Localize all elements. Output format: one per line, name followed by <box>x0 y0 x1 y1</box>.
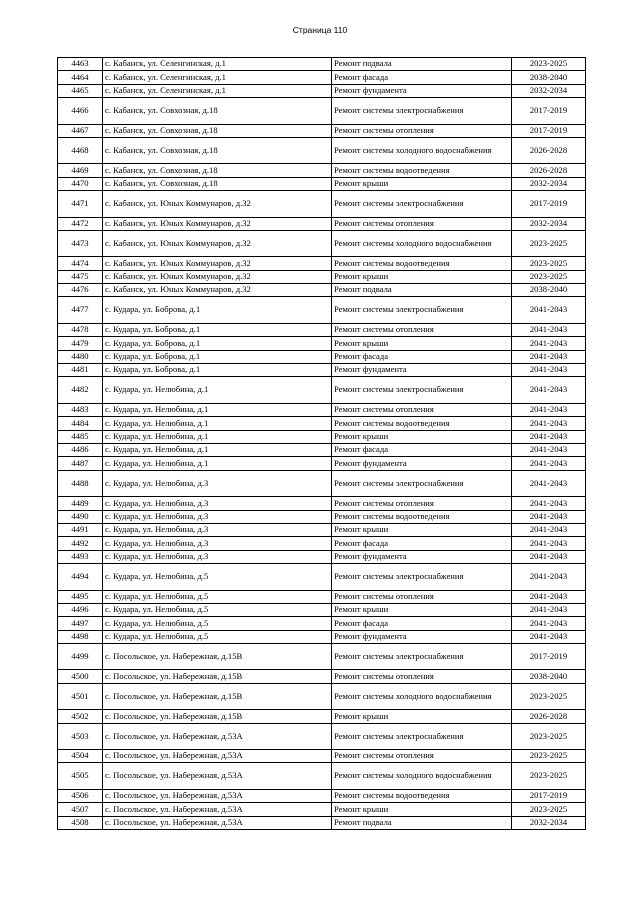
row-address: с. Кудара, ул. Нелюбина, д.3 <box>103 497 332 510</box>
row-work-type: Ремонт фасада <box>332 537 512 550</box>
row-number: 4493 <box>58 550 103 563</box>
row-years: 2041-2043 <box>512 443 586 456</box>
row-number: 4508 <box>58 816 103 829</box>
row-number: 4503 <box>58 723 103 749</box>
row-number: 4485 <box>58 430 103 443</box>
row-number: 4468 <box>58 137 103 163</box>
row-years: 2023-2025 <box>512 683 586 709</box>
row-address: с. Кудара, ул. Боброва, д.1 <box>103 297 332 323</box>
row-work-type: Ремонт фундамента <box>332 457 512 470</box>
row-work-type: Ремонт системы водоотведения <box>332 257 512 270</box>
row-years: 2041-2043 <box>512 564 586 590</box>
row-address: с. Кабанск, ул. Юных Коммунаров, д.32 <box>103 217 332 230</box>
row-work-type: Ремонт системы электроснабжения <box>332 723 512 749</box>
table-row <box>58 177 586 190</box>
row-work-type: Ремонт фундамента <box>332 84 512 97</box>
row-number: 4465 <box>58 84 103 97</box>
row-number: 4482 <box>58 377 103 403</box>
row-number: 4494 <box>58 564 103 590</box>
row-number: 4490 <box>58 510 103 523</box>
row-years: 2041-2043 <box>512 297 586 323</box>
row-work-type: Ремонт системы электроснабжения <box>332 191 512 217</box>
table-row <box>58 191 586 217</box>
row-number: 4486 <box>58 443 103 456</box>
table-row <box>58 523 586 536</box>
row-years: 2032-2034 <box>512 177 586 190</box>
row-address: с. Кабанск, ул. Юных Коммунаров, д.32 <box>103 284 332 297</box>
row-work-type: Ремонт системы отопления <box>332 323 512 336</box>
table-row <box>58 564 586 590</box>
row-number: 4473 <box>58 230 103 256</box>
row-work-type: Ремонт системы электроснабжения <box>332 297 512 323</box>
row-years: 2017-2019 <box>512 191 586 217</box>
row-work-type: Ремонт системы отопления <box>332 590 512 603</box>
row-address: с. Посольское, ул. Набережная, д.53А <box>103 763 332 789</box>
row-address: с. Кабанск, ул. Юных Коммунаров, д.32 <box>103 257 332 270</box>
row-address: с. Кабанск, ул. Совхозная, д.18 <box>103 98 332 124</box>
table-row <box>58 617 586 630</box>
row-years: 2023-2025 <box>512 270 586 283</box>
row-work-type: Ремонт фасада <box>332 443 512 456</box>
row-address: с. Кудара, ул. Боброва, д.1 <box>103 350 332 363</box>
row-number: 4501 <box>58 683 103 709</box>
row-work-type: Ремонт системы электроснабжения <box>332 377 512 403</box>
row-address: с. Кудара, ул. Нелюбина, д.5 <box>103 564 332 590</box>
row-years: 2041-2043 <box>512 470 586 496</box>
row-work-type: Ремонт фундамента <box>332 630 512 643</box>
row-work-type: Ремонт фундамента <box>332 550 512 563</box>
table-row <box>58 683 586 709</box>
row-number: 4463 <box>58 58 103 71</box>
row-years: 2041-2043 <box>512 497 586 510</box>
row-work-type: Ремонт системы отопления <box>332 670 512 683</box>
row-number: 4475 <box>58 270 103 283</box>
row-work-type: Ремонт крыши <box>332 430 512 443</box>
row-address: с. Кабанск, ул. Совхозная, д.18 <box>103 177 332 190</box>
row-years: 2038-2040 <box>512 71 586 84</box>
table-row <box>58 763 586 789</box>
table-row <box>58 816 586 829</box>
row-address: с. Кудара, ул. Нелюбина, д.3 <box>103 537 332 550</box>
row-address: с. Кабанск, ул. Совхозная, д.18 <box>103 137 332 163</box>
row-work-type: Ремонт системы отопления <box>332 217 512 230</box>
row-address: с. Кудара, ул. Нелюбина, д.3 <box>103 550 332 563</box>
row-years: 2041-2043 <box>512 377 586 403</box>
table-row <box>58 297 586 323</box>
row-years: 2026-2028 <box>512 137 586 163</box>
row-work-type: Ремонт системы холодного водоснабжения <box>332 230 512 256</box>
row-work-type: Ремонт системы отопления <box>332 497 512 510</box>
row-address: с. Кудара, ул. Нелюбина, д.3 <box>103 523 332 536</box>
row-years: 2023-2025 <box>512 763 586 789</box>
table-row <box>58 644 586 670</box>
row-number: 4506 <box>58 789 103 802</box>
row-number: 4502 <box>58 710 103 723</box>
table-row <box>58 337 586 350</box>
row-years: 2026-2028 <box>512 710 586 723</box>
row-years: 2017-2019 <box>512 98 586 124</box>
row-address: с. Кабанск, ул. Селенгинская, д.1 <box>103 58 332 71</box>
row-number: 4470 <box>58 177 103 190</box>
row-years: 2041-2043 <box>512 537 586 550</box>
row-address: с. Кудара, ул. Нелюбина, д.1 <box>103 417 332 430</box>
table-row <box>58 257 586 270</box>
row-work-type: Ремонт крыши <box>332 337 512 350</box>
row-years: 2017-2019 <box>512 789 586 802</box>
table-row <box>58 364 586 377</box>
table-row <box>58 230 586 256</box>
row-work-type: Ремонт системы водоотведения <box>332 164 512 177</box>
row-address: с. Кабанск, ул. Юных Коммунаров, д.32 <box>103 191 332 217</box>
table-row <box>58 217 586 230</box>
table-row <box>58 270 586 283</box>
row-years: 2038-2040 <box>512 670 586 683</box>
table-row <box>58 443 586 456</box>
row-years: 2023-2025 <box>512 723 586 749</box>
row-address: с. Кудара, ул. Нелюбина, д.1 <box>103 430 332 443</box>
row-address: с. Посольское, ул. Набережная, д.15В <box>103 644 332 670</box>
row-years: 2023-2025 <box>512 750 586 763</box>
table-row <box>58 164 586 177</box>
table-row <box>58 537 586 550</box>
row-work-type: Ремонт системы отопления <box>332 403 512 416</box>
table-row <box>58 750 586 763</box>
row-years: 2041-2043 <box>512 350 586 363</box>
row-number: 4472 <box>58 217 103 230</box>
table-row <box>58 710 586 723</box>
row-address: с. Кудара, ул. Нелюбина, д.5 <box>103 603 332 616</box>
row-number: 4479 <box>58 337 103 350</box>
row-number: 4500 <box>58 670 103 683</box>
row-number: 4487 <box>58 457 103 470</box>
row-work-type: Ремонт крыши <box>332 603 512 616</box>
row-years: 2017-2019 <box>512 644 586 670</box>
row-years: 2038-2040 <box>512 284 586 297</box>
row-number: 4480 <box>58 350 103 363</box>
table-row <box>58 377 586 403</box>
row-address: с. Кудара, ул. Боброва, д.1 <box>103 337 332 350</box>
table-row <box>58 350 586 363</box>
table-row <box>58 630 586 643</box>
row-years: 2041-2043 <box>512 617 586 630</box>
table-row <box>58 403 586 416</box>
row-address: с. Кудара, ул. Нелюбина, д.5 <box>103 590 332 603</box>
row-number: 4499 <box>58 644 103 670</box>
row-number: 4476 <box>58 284 103 297</box>
row-number: 4505 <box>58 763 103 789</box>
table-body <box>58 58 586 830</box>
row-number: 4471 <box>58 191 103 217</box>
row-years: 2041-2043 <box>512 403 586 416</box>
row-address: с. Посольское, ул. Набережная, д.15В <box>103 670 332 683</box>
row-number: 4504 <box>58 750 103 763</box>
row-address: с. Кудара, ул. Боброва, д.1 <box>103 364 332 377</box>
table-row <box>58 510 586 523</box>
row-work-type: Ремонт подвала <box>332 284 512 297</box>
row-number: 4488 <box>58 470 103 496</box>
table-row <box>58 497 586 510</box>
table-row <box>58 670 586 683</box>
table-row <box>58 603 586 616</box>
row-years: 2041-2043 <box>512 523 586 536</box>
table-row <box>58 84 586 97</box>
row-address: с. Кудара, ул. Нелюбина, д.1 <box>103 443 332 456</box>
row-years: 2041-2043 <box>512 630 586 643</box>
row-years: 2041-2043 <box>512 510 586 523</box>
row-address: с. Кудара, ул. Нелюбина, д.3 <box>103 470 332 496</box>
row-number: 4477 <box>58 297 103 323</box>
row-years: 2041-2043 <box>512 590 586 603</box>
row-work-type: Ремонт фасада <box>332 350 512 363</box>
row-years: 2041-2043 <box>512 457 586 470</box>
table-row <box>58 417 586 430</box>
table-row <box>58 550 586 563</box>
row-number: 4478 <box>58 323 103 336</box>
row-work-type: Ремонт системы холодного водоснабжения <box>332 137 512 163</box>
row-years: 2041-2043 <box>512 550 586 563</box>
row-address: с. Посольское, ул. Набережная, д.15В <box>103 710 332 723</box>
row-number: 4484 <box>58 417 103 430</box>
row-years: 2032-2034 <box>512 816 586 829</box>
row-work-type: Ремонт системы холодного водоснабжения <box>332 683 512 709</box>
row-address: с. Кабанск, ул. Селенгинская, д.1 <box>103 84 332 97</box>
row-years: 2017-2019 <box>512 124 586 137</box>
table-row <box>58 470 586 496</box>
row-work-type: Ремонт крыши <box>332 270 512 283</box>
table-row <box>58 789 586 802</box>
table-row <box>58 284 586 297</box>
page-header: Страница 110 <box>292 25 348 35</box>
row-address: с. Кудара, ул. Боброва, д.1 <box>103 323 332 336</box>
row-years: 2023-2025 <box>512 58 586 71</box>
table-row <box>58 98 586 124</box>
row-years: 2023-2025 <box>512 803 586 816</box>
row-work-type: Ремонт системы электроснабжения <box>332 644 512 670</box>
row-address: с. Кабанск, ул. Совхозная, д.18 <box>103 164 332 177</box>
repair-schedule-table <box>57 57 586 830</box>
row-address: с. Кабанск, ул. Селенгинская, д.1 <box>103 71 332 84</box>
row-number: 4464 <box>58 71 103 84</box>
row-address: с. Кудара, ул. Нелюбина, д.1 <box>103 377 332 403</box>
table-row <box>58 137 586 163</box>
row-work-type: Ремонт системы водоотведения <box>332 510 512 523</box>
table-row <box>58 590 586 603</box>
row-number: 4483 <box>58 403 103 416</box>
row-number: 4466 <box>58 98 103 124</box>
row-address: с. Посольское, ул. Набережная, д.53А <box>103 789 332 802</box>
row-address: с. Кудара, ул. Нелюбина, д.1 <box>103 403 332 416</box>
row-work-type: Ремонт системы отопления <box>332 124 512 137</box>
row-years: 2041-2043 <box>512 417 586 430</box>
table-row <box>58 58 586 71</box>
row-number: 4489 <box>58 497 103 510</box>
row-years: 2041-2043 <box>512 430 586 443</box>
row-address: с. Посольское, ул. Набережная, д.53А <box>103 750 332 763</box>
row-number: 4474 <box>58 257 103 270</box>
row-address: с. Кудара, ул. Нелюбина, д.5 <box>103 630 332 643</box>
row-years: 2032-2034 <box>512 84 586 97</box>
row-address: с. Кудара, ул. Нелюбина, д.5 <box>103 617 332 630</box>
row-number: 4492 <box>58 537 103 550</box>
row-number: 4497 <box>58 617 103 630</box>
row-years: 2032-2034 <box>512 217 586 230</box>
row-number: 4507 <box>58 803 103 816</box>
row-address: с. Кудара, ул. Нелюбина, д.1 <box>103 457 332 470</box>
row-work-type: Ремонт системы водоотведения <box>332 789 512 802</box>
row-work-type: Ремонт фасада <box>332 617 512 630</box>
row-years: 2041-2043 <box>512 364 586 377</box>
row-work-type: Ремонт крыши <box>332 523 512 536</box>
row-number: 4481 <box>58 364 103 377</box>
table-row <box>58 430 586 443</box>
row-work-type: Ремонт системы холодного водоснабжения <box>332 763 512 789</box>
table-row <box>58 71 586 84</box>
table-row <box>58 723 586 749</box>
row-work-type: Ремонт фундамента <box>332 364 512 377</box>
row-address: с. Посольское, ул. Набережная, д.53А <box>103 723 332 749</box>
table-row <box>58 457 586 470</box>
row-number: 4491 <box>58 523 103 536</box>
row-number: 4496 <box>58 603 103 616</box>
row-work-type: Ремонт подвала <box>332 58 512 71</box>
table-row <box>58 803 586 816</box>
row-years: 2041-2043 <box>512 337 586 350</box>
row-address: с. Посольское, ул. Набережная, д.53А <box>103 816 332 829</box>
row-work-type: Ремонт системы электроснабжения <box>332 564 512 590</box>
row-work-type: Ремонт фасада <box>332 71 512 84</box>
row-years: 2026-2028 <box>512 164 586 177</box>
table-row <box>58 323 586 336</box>
row-years: 2041-2043 <box>512 603 586 616</box>
row-number: 4495 <box>58 590 103 603</box>
row-address: с. Кудара, ул. Нелюбина, д.3 <box>103 510 332 523</box>
row-work-type: Ремонт системы электроснабжения <box>332 98 512 124</box>
row-years: 2023-2025 <box>512 230 586 256</box>
row-number: 4467 <box>58 124 103 137</box>
row-number: 4469 <box>58 164 103 177</box>
row-number: 4498 <box>58 630 103 643</box>
row-years: 2041-2043 <box>512 323 586 336</box>
row-work-type: Ремонт подвала <box>332 816 512 829</box>
row-work-type: Ремонт системы отопления <box>332 750 512 763</box>
row-work-type: Ремонт системы водоотведения <box>332 417 512 430</box>
row-work-type: Ремонт крыши <box>332 710 512 723</box>
row-years: 2023-2025 <box>512 257 586 270</box>
row-work-type: Ремонт системы электроснабжения <box>332 470 512 496</box>
row-address: с. Кабанск, ул. Юных Коммунаров, д.32 <box>103 270 332 283</box>
table-row <box>58 124 586 137</box>
row-address: с. Кабанск, ул. Юных Коммунаров, д.32 <box>103 230 332 256</box>
row-work-type: Ремонт крыши <box>332 177 512 190</box>
row-address: с. Кабанск, ул. Совхозная, д.18 <box>103 124 332 137</box>
row-address: с. Посольское, ул. Набережная, д.15В <box>103 683 332 709</box>
row-address: с. Посольское, ул. Набережная, д.53А <box>103 803 332 816</box>
row-work-type: Ремонт крыши <box>332 803 512 816</box>
